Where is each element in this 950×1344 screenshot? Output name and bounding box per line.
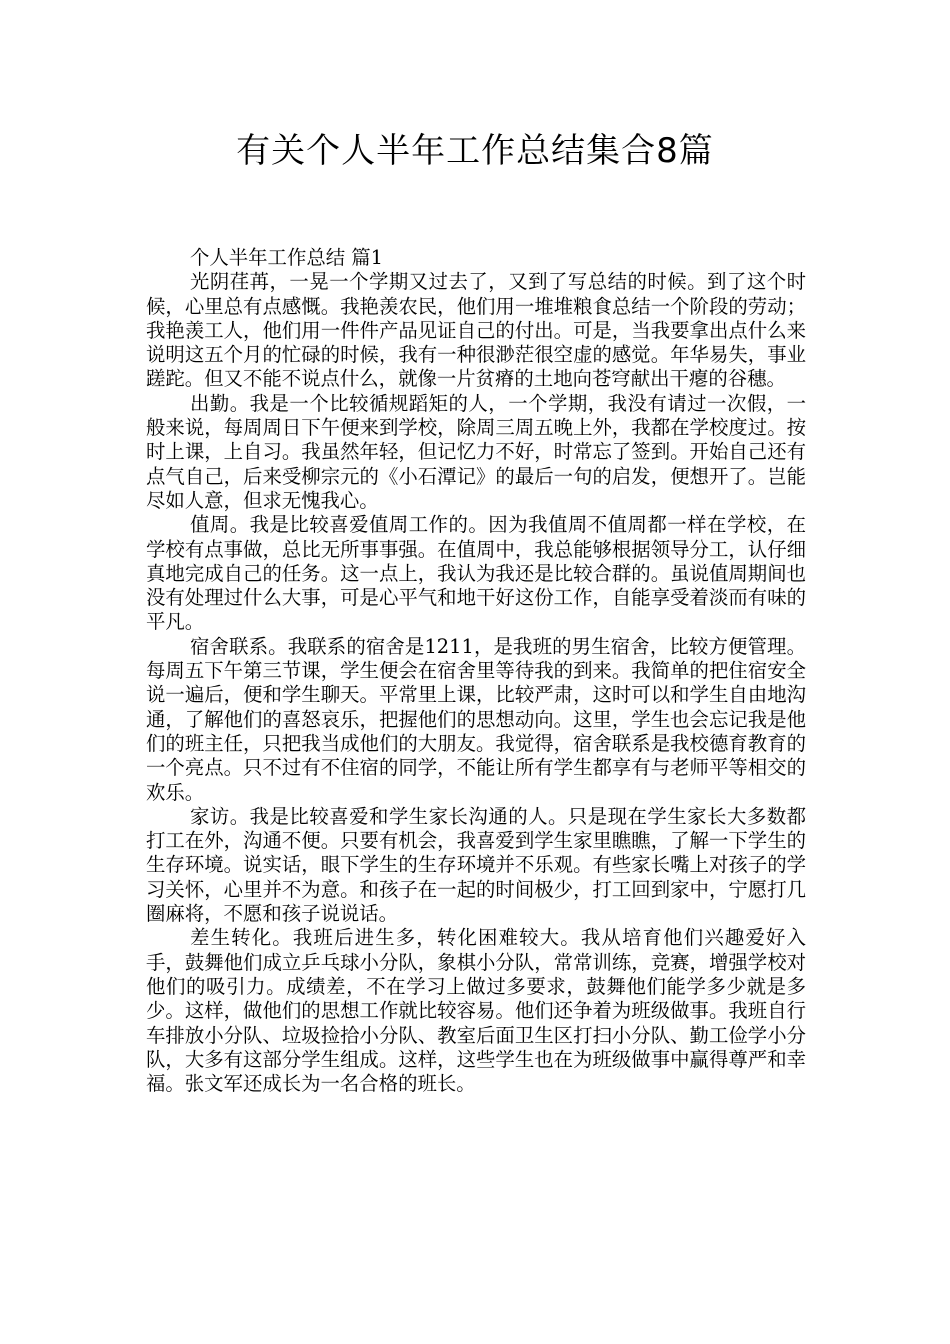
paragraph-home-visit: 家访。我是比较喜爱和学生家长沟通的人。只是现在学生家长大多数都打工在外，沟通不便。只要有机会，我喜爱到学生家里瞧瞧，了解一下学生的生存环境。说实话，眼下学生的生存环境并不乐观。有些家长嘴上对孩子的学习关怀，心里并不为意。和孩子在一起的时间极少，打工回到家中，宁愿打几圈麻将，不愿和孩子说说话。 [146,804,806,926]
paragraph-duty-week: 值周。我是比较喜爱值周工作的。因为我值周不值周都一样在学校，在学校有点事做，总比无所事事强。在值周中，我总能够根据领导分工，认仔细真地完成自己的任务。这一点上，我认为我还是比较合群的。虽说值周期间也没有处理过什么大事，可是心平气和地干好这份工作，自能享受着淡而有味的平凡。 [146,513,806,634]
document-title: 有关个人半年工作总结集合8篇 [236,131,714,171]
paragraph-intro: 光阴荏苒，一晃一个学期又过去了，又到了写总结的时候。到了这个时候，心里总有点感慨。我艳羡农民，他们用一堆堆粮食总结一个阶段的劳动；我艳羡工人，他们用一件件产品见证自己的付出。可是，当我要拿出点什么来说明这五个月的忙碌的时候，我有一种很渺茫很空虚的感觉。年华易失，事业蹉跎。但又不能不说点什么，就像一片贫瘠的土地向苍穹献出干瘪的谷穗。 [146,270,806,391]
paragraph-attendance: 出勤。我是一个比较循规蹈矩的人，一个学期，我没有请过一次假，一般来说，每周周日下午便来到学校，除周三周五晚上外，我都在学校度过。按时上课，上自习。我虽然年轻，但记忆力不好，时常忘了签到。开始自己还有点气自己，后来受柳宗元的《小石潭记》的最后一句的启发，便想开了。岂能尽如人意，但求无愧我心。 [146,391,806,512]
section-heading: 个人半年工作总结 篇1 [190,246,384,269]
document-body [146,246,806,1096]
paragraph-student-transformation: 差生转化。我班后进生多，转化困难较大。我从培育他们兴趣爱好入手，鼓舞他们成立乒乓球小分队，象棋小分队，常常训练，竞赛，增强学校对他们的吸引力。成绩差，不在学习上做过多要求，鼓舞他们能学多少就是多少。这样，做他们的思想工作就比较容易。他们还争着为班级做事。我班自行车排放小分队、垃圾捡拾小分队、教室后面卫生区打扫小分队、勤工俭学小分队，大多有这部分学生组成。这样，这些学生也在为班级做事中赢得尊严和幸福。张文军还成长为一名合格的班长。 [146,926,806,1096]
paragraph-dormitory: 宿舍联系。我联系的宿舍是1211，是我班的男生宿舍，比较方便管理。每周五下午第三节课，学生便会在宿舍里等待我的到来。我简单的把住宿安全说一遍后，便和学生聊天。平常里上课，比较严肃，这时可以和学生自由地沟通，了解他们的喜怒哀乐，把握他们的思想动向。这里，学生也会忘记我是他们的班主任，只把我当成他们的大朋友。我觉得，宿舍联系是我校德育教育的一个亮点。只不过有不住宿的同学，不能让所有学生都享有与老师平等相交的欢乐。 [146,634,806,804]
